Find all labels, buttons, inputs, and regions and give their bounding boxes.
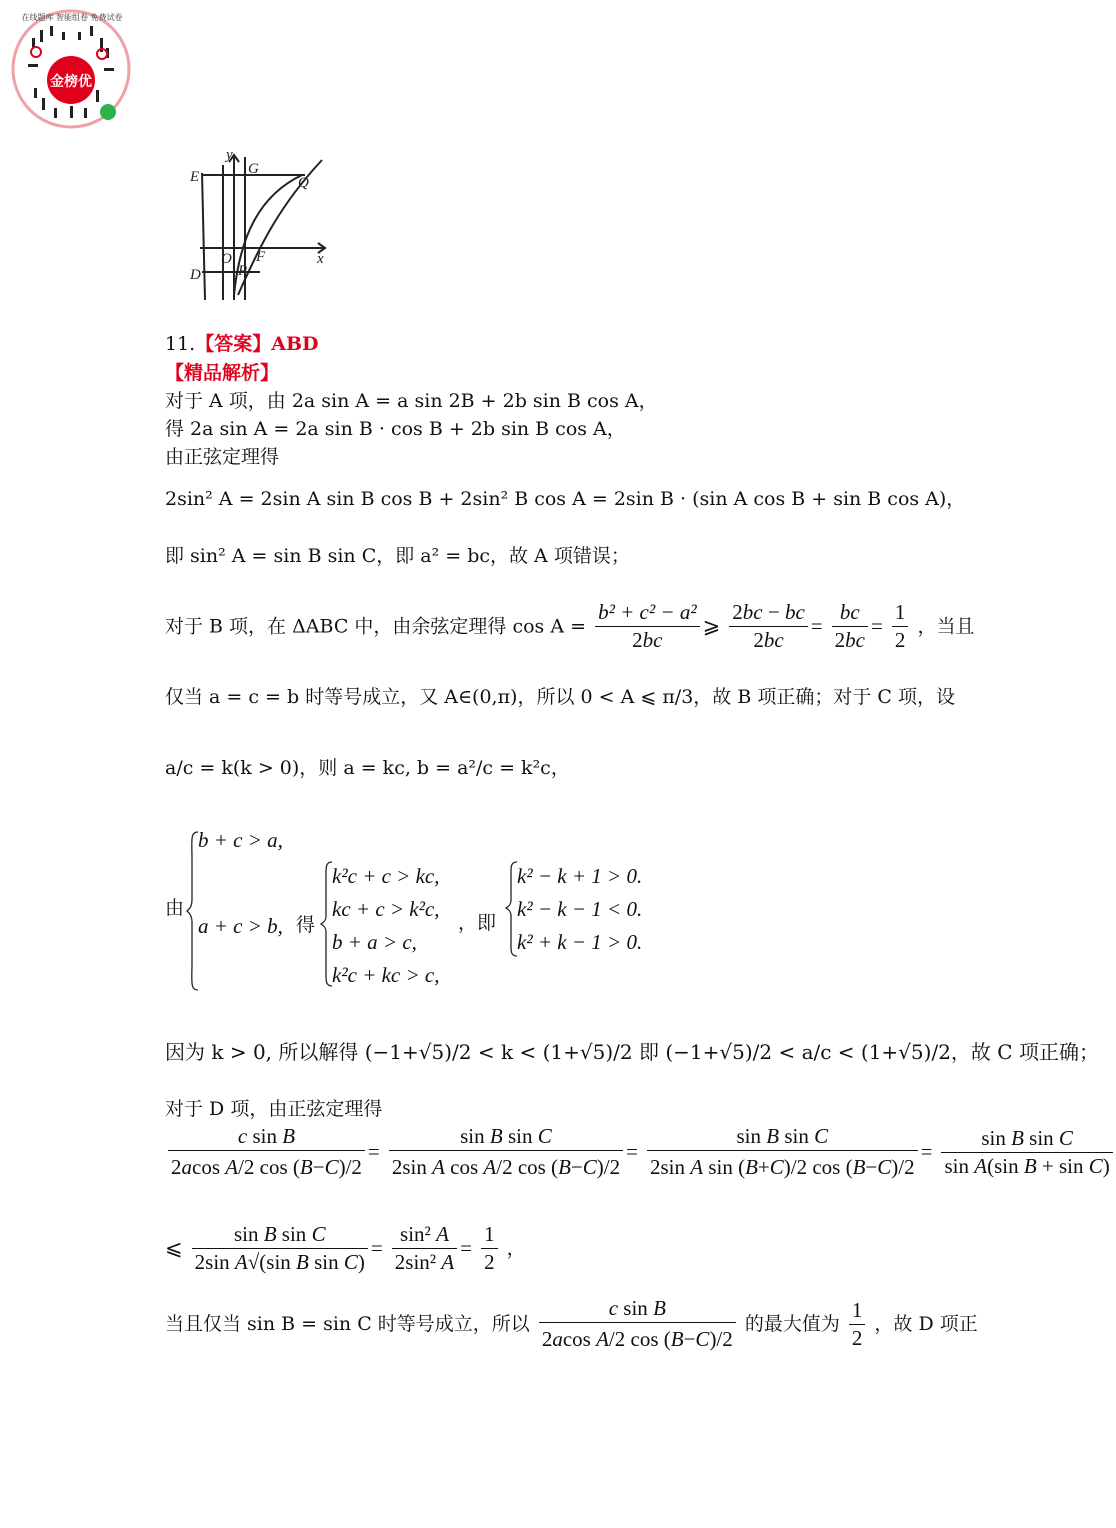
- graph-figure: [190, 145, 390, 315]
- fraction-d5: $\frac{\text{sin B sin C}}{\text{2sin A√(sin B sin C)}}$: [192, 1222, 368, 1275]
- line14-prefix: 当且仅当 sin B = sin C 时等号成立，所以: [165, 1312, 530, 1335]
- system-third: [517, 864, 657, 962]
- answer-label: 【答案】ABD: [195, 333, 319, 355]
- ineq-8: k² − k − 1 < 0.: [517, 897, 643, 921]
- ineq-6: k²c + kc > c,: [332, 963, 440, 987]
- answer-line: [165, 333, 319, 356]
- fraction-d4: $\frac{\text{sin B sin C}}{\text{sin A(sin B + sin C)}}$: [941, 1126, 1112, 1179]
- ineq-3: k²c + c > kc,: [332, 864, 440, 888]
- text-line-14: [165, 1296, 978, 1352]
- fraction-bc: $\frac{2bc - bc}{2bc}$: [729, 600, 808, 653]
- fig-label-e: E: [190, 169, 200, 185]
- qr-badge-icon: [10, 8, 132, 130]
- line13-end: ，: [506, 1237, 526, 1260]
- ineq-7: k² − k + 1 > 0.: [517, 864, 643, 888]
- line14-mid: 的最大值为: [744, 1312, 840, 1335]
- fraction-d3: $\frac{\text{sin B sin C}}{\text{2sin A sin (B+C)/2 cos (B−C)/2}}$: [647, 1124, 918, 1180]
- fraction-d1: $\frac{\text{c sin B}}{\text{2acos A/2 cos (B−C)/2}}$: [168, 1124, 365, 1180]
- analysis-label: 【精品解析】: [165, 362, 280, 384]
- ineq-4: kc + c > k²c,: [332, 897, 440, 921]
- system-second: [332, 864, 452, 992]
- line14-suffix: ，故 D 项正: [874, 1312, 978, 1335]
- text-line-2: 得 2a sin A = 2a sin B · cos B + 2b sin B cos A，: [165, 418, 626, 440]
- logo-brand-text: 金榜优: [50, 74, 92, 90]
- fraction-d9: $\frac{1}{2}$: [849, 1298, 866, 1351]
- text-line-5: 即 sin² A = sin B sin C，即 a² = bc，故 A 项错误；: [165, 545, 630, 567]
- fraction-d2: $\frac{\text{sin B sin C}}{\text{2sin A cos A/2 cos (B−C)/2}}$: [389, 1124, 623, 1180]
- text-line-10: 因为 k > 0, 所以解得 (−1+√5)/2 < k < (1+√5)/2 即 (−1+√5)/2 < a/c < (1+√5)/2，故 C 项正确；: [165, 1040, 1099, 1064]
- fig-label-o: O: [221, 251, 232, 267]
- text-line-8: a/c = k(k > 0)，则 a = kc, b = a²/c = k²c，: [165, 757, 570, 779]
- fig-label-x: x: [317, 251, 324, 267]
- text-line-12: $\frac{\text{c sin B}}{\text{2acos A/2 cos (B−C)/2}}$ = $\frac{\text{sin B sin C}}{\text{2sin A cos A/2 cos (B−C)/2}}$ = $\frac{\text{sin B sin C}}{\text{2sin A sin (B+C)/2 cos (B−C)/2}}$ = $\frac{\text{sin B sin C}}{\text{sin A(sin B + sin C)}}$: [165, 1124, 1116, 1180]
- fig-label-d: D: [190, 267, 201, 283]
- fig-label-q: Q: [298, 175, 309, 191]
- text-line-13: ⩽ $\frac{\text{sin B sin C}}{\text{2sin A√(sin B sin C)}}$ = $\frac{\text{sin² A}}{\text{2sin² A}}$ = $\frac{1}{2}$ ，: [165, 1222, 526, 1275]
- line6-prefix: 对于 B 项，在 ΔABC 中，由余弦定理得 cos A =: [165, 615, 587, 638]
- fig-label-f: F: [256, 249, 266, 265]
- ineq-5: b + a > c,: [332, 930, 417, 954]
- fig-label-y: y: [226, 147, 233, 163]
- text-line-4: 2sin² A = 2sin A sin B cos B + 2sin² B cos A = 2sin B · (sin A cos B + sin B cos A)，: [165, 488, 966, 510]
- question-number: 11.: [165, 333, 196, 355]
- ineq-2: a + c > b,: [198, 914, 283, 938]
- text-line-1: 对于 A 项，由 2a sin A = a sin 2B + 2b sin B cos A，: [165, 390, 658, 412]
- system-mid1: 得: [296, 914, 316, 936]
- fraction-d6: $\frac{\text{sin² A}}{\text{2sin² A}}$: [392, 1222, 457, 1275]
- text-line-3: 由正弦定理得: [165, 446, 280, 468]
- system-prefix: 由: [165, 897, 185, 919]
- text-line-7: 仅当 a = c = b 时等号成立，又 A∈(0,π)，所以 0 < A ⩽ π/3，故 B 项正确；对于 C 项，设: [165, 686, 955, 708]
- ineq-1: b + c > a,: [198, 828, 283, 852]
- fig-label-p: P: [238, 263, 248, 279]
- fraction-d8: $\frac{\text{c sin B}}{\text{2acos A/2 cos (B−C)/2}}$: [539, 1296, 736, 1352]
- fraction-d7: $\frac{1}{2}$: [481, 1222, 498, 1275]
- fig-label-g: G: [248, 161, 259, 177]
- line6-suffix: ，当且: [917, 615, 975, 638]
- fraction-half-a: $\frac{bc}{2bc}$: [832, 600, 868, 653]
- text-line-11: 对于 D 项，由正弦定理得: [165, 1098, 383, 1120]
- brand-logo: [10, 8, 132, 130]
- logo-ring-text: 在线题库 智能组卷 免费试卷: [21, 13, 123, 22]
- fraction-half-b: $\frac{1}{2}$: [892, 600, 909, 653]
- fraction-cos-a: $\frac{\text{b² + c² − a²}}{2bc}$: [595, 600, 700, 653]
- text-line-6: 对于 B 项，在 ΔABC 中，由余弦定理得 cos A = $\frac{\text{b² + c² − a²}}{2bc}$ ⩾ $\frac{2bc - bc}{2bc}$ = $\frac{bc}{2bc}$ = $\frac{1}{2}$ ，当且: [165, 600, 975, 653]
- ineq-9: k² + k − 1 > 0.: [517, 930, 643, 954]
- system-first: [198, 828, 288, 948]
- system-mid2: ，即: [458, 912, 497, 934]
